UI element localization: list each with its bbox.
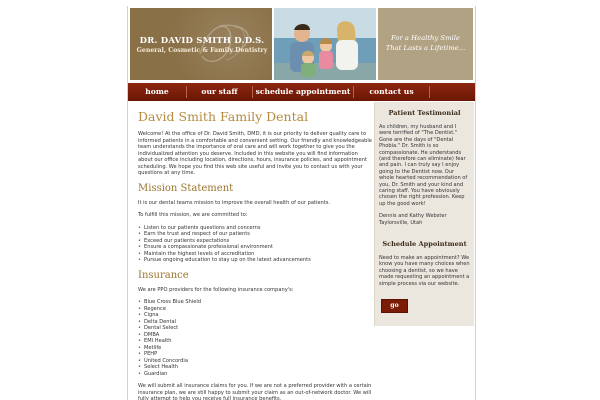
insurance-list-item: • EMI Health <box>138 338 374 345</box>
mission-intro: It is our dental teams mission to improve the overall health of our patients. <box>138 199 331 206</box>
schedule-heading: Schedule Appointment <box>382 240 467 248</box>
insurance-list-item: • Blue Cross Blue Shield <box>138 299 374 306</box>
insurance-list-item: • PEHP <box>138 351 374 358</box>
insurance-intro: We are PPO providers for the following insurance company's: <box>138 286 294 293</box>
testimonial-location: Taylorsville, Utah <box>379 219 423 226</box>
tagline-line-2: That Lasts a Lifetime... <box>385 44 466 52</box>
mission-list-item: • Exceed our patients expectations <box>138 238 374 245</box>
nav-contact-us[interactable]: contact us <box>369 87 414 96</box>
main-content <box>138 110 374 400</box>
nav-our-staff[interactable]: our staff <box>201 87 238 96</box>
tagline-panel <box>378 8 473 80</box>
insurance-closing: We will submit all insurance claims for you. If we are not a preferred provider with a certain insurance plan, we are still happy to submit your claim as an out-of-network doctor. We will fully attempt to help you receive full insurance benefits. <box>138 383 372 400</box>
insurance-list-item: • United Concordia <box>138 358 374 365</box>
family-photo <box>274 8 376 80</box>
mission-list-item: • Listen to our patients questions and concerns <box>138 225 374 232</box>
mission-list-item: • Earn the trust and respect of our patients <box>138 231 374 238</box>
mission-list-item: • Ensure a compassionate professional environment <box>138 244 374 251</box>
practice-logo-panel[interactable] <box>130 8 272 80</box>
mission-fulfill: To fulfill this mission, we are committed to: <box>138 212 248 218</box>
insurance-list-item: • Cigna <box>138 312 374 319</box>
tagline-line-1: For a Healthy Smile <box>391 34 460 42</box>
main-nav <box>128 83 475 101</box>
insurance-list <box>138 299 374 377</box>
header-banner <box>128 6 475 82</box>
doctor-name: DR. DAVID SMITH D.D.S. <box>139 36 265 46</box>
doctor-subtitle: General, Cosmetic & Family Dentistry <box>136 47 268 54</box>
testimonial-author: Dennis and Kathy Webster <box>379 213 447 220</box>
nav-divider <box>429 86 430 98</box>
schedule-text: Need to make an appointment? We know you have many choices when choosing a dentist, so we have made requesting an appointment a simple process via our website. <box>379 255 470 287</box>
mission-heading: Mission Statement <box>138 182 234 194</box>
insurance-list-item: • Dental Select <box>138 325 374 332</box>
nav-schedule-appointment[interactable]: schedule appointment <box>255 87 351 96</box>
nav-home[interactable]: home <box>145 87 169 96</box>
welcome-paragraph: Welcome! At the office of Dr. David Smith, DMD, it is our priority to deliver quality care to informed patients in a comfortable and convenient setting. Our friendly and knowledgeable team understands the importance of oral care and will work together to give you the individualized attention you deserve. Included in this website you will find information about our office including location, directions, hours, insurance policies, and appointment scheduling. We hope you find this web site useful and invite you to contact us with your questions at any time. <box>138 131 372 176</box>
insurance-list-item: • Delta Dental <box>138 319 374 326</box>
mission-list-item: • Pursue ongoing education to stay up on the latest advancements <box>138 257 374 264</box>
insurance-list-item: • Metlife <box>138 345 374 352</box>
insurance-list-item: • Regence <box>138 306 374 313</box>
insurance-heading: Insurance <box>138 269 189 281</box>
insurance-list-item: • Select Health <box>138 364 374 371</box>
mission-list <box>138 225 374 264</box>
go-button[interactable]: go <box>381 299 408 313</box>
site-container <box>127 6 476 400</box>
insurance-list-item: • Guardian <box>138 371 374 378</box>
insurance-list-item: • DMBA <box>138 332 374 339</box>
mission-list-item: • Maintain the highest levels of accreditation <box>138 251 374 258</box>
sidebar <box>374 102 474 326</box>
page-title: David Smith Family Dental <box>138 110 309 124</box>
testimonial-heading: Patient Testimonial <box>388 109 461 117</box>
testimonial-text: As children, my husband and I were terrified of "The Dentist." Gone are the days of "Dental Phobia." Dr. Smith is so compassionate. He understands (and therefore can eliminate) fear and pain. I can truly say I enjoy going to the Dentist now. Our whole hearted recommendation of you, Dr. Smith and your kind and caring staff. You have obviously chosen the right profession. Keep up the good work! <box>379 124 468 207</box>
